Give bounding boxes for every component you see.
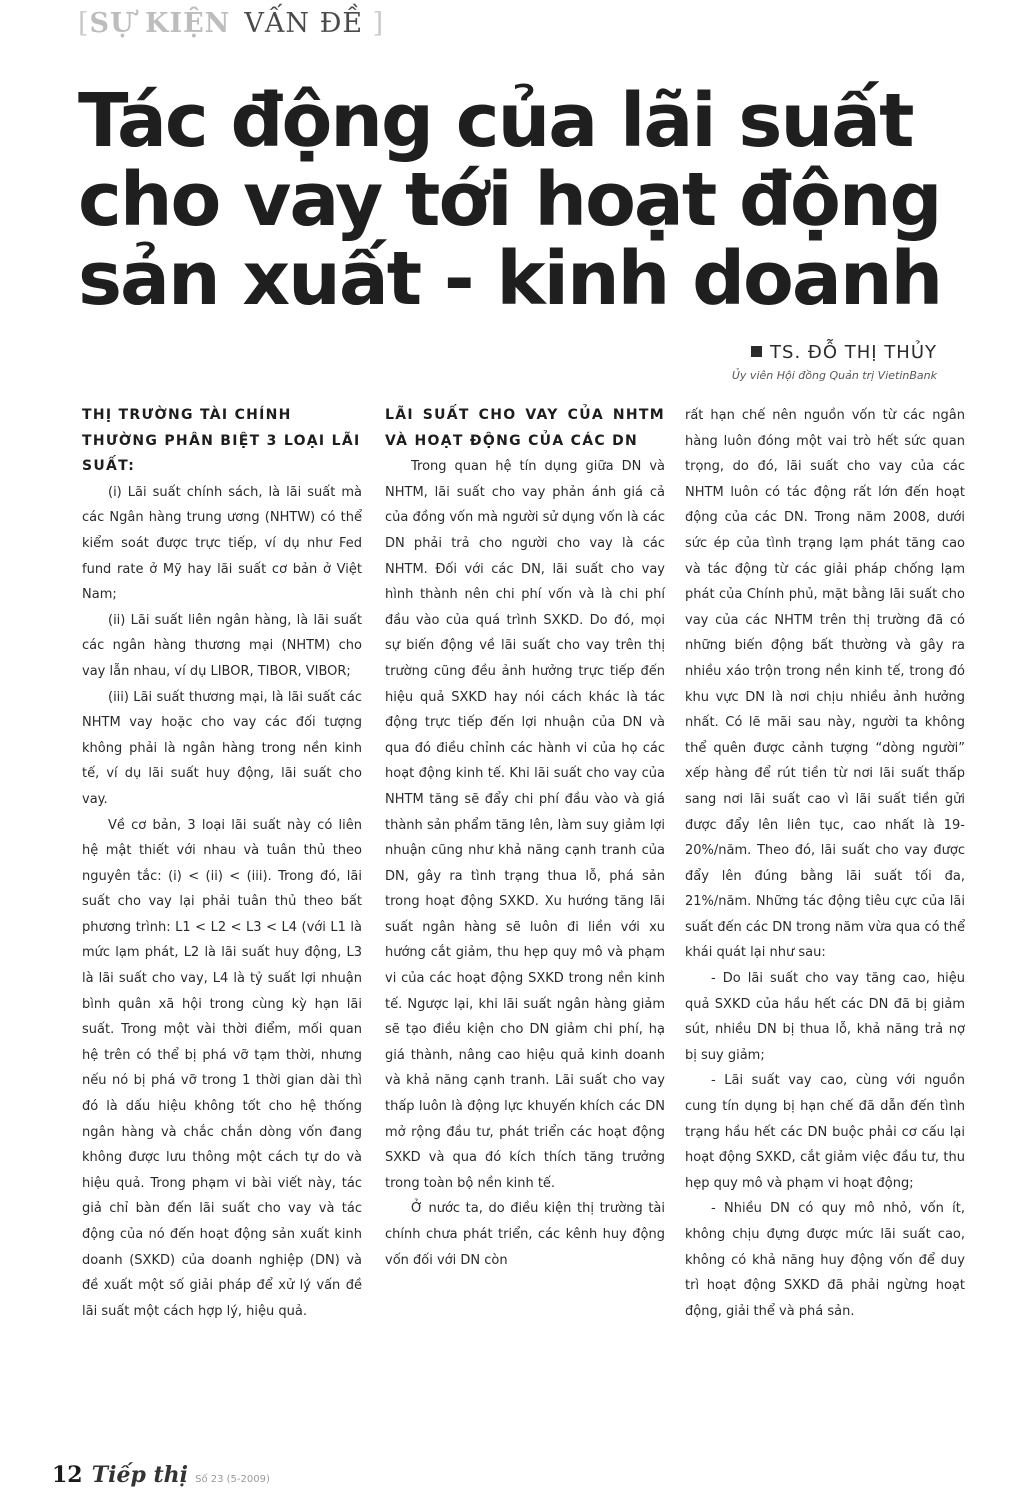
page-footer [52,1462,270,1488]
page-number: 12 [52,1462,83,1488]
section-bracket-open: [ [78,8,90,39]
section-heading: THỊ TRƯỜNG TÀI CHÍNH THƯỜNG PHÂN BIỆT 3 LOẠI LÃI SUẤT: [82,407,361,475]
author-role: Ủy viên Hội đồng Quản trị VietinBank [731,369,937,382]
paragraph: Ở nước ta, do điều kiện thị trường tài chính chưa phát triển, các kênh huy động vốn đối với DN còn [385,1201,665,1268]
square-bullet-icon [751,346,762,357]
paragraph: - Nhiều DN có quy mô nhỏ, vốn ít, không chịu đựng được mức lãi suất cao, không có khả năng huy động vốn để duy trì hoạt động SXKD đã phải ngừng hoạt động, giải thể và phá sản. [685,1201,965,1319]
author-name: TS. ĐỖ THỊ THỦY [770,342,937,363]
headline-line: cho vay tới hoạt động [78,157,941,243]
article-headline [78,78,978,322]
magazine-logo: Tiếp thị [91,1462,189,1488]
article-column-3 [685,403,965,1324]
section-secondary-label: VẤN ĐỀ [244,8,364,39]
author-name-row [732,342,937,363]
article-column-2 [385,403,665,1273]
article-column-1 [82,403,362,1324]
paragraph: (i) Lãi suất chính sách, là lãi suất mà các Ngân hàng trung ương (NHTW) có thể kiểm soát được trực tiếp, ví dụ như Fed fund rate ở Mỹ hay lãi suất cơ bản ở Việt Nam; [82,484,362,603]
paragraph: (iii) Lãi suất thương mại, là lãi suất các NHTM vay hoặc cho vay các đối tượng không phải là ngân hàng trong nền kinh tế, ví dụ lãi suất huy động, lãi suất cho vay. [82,689,362,807]
paragraph: rất hạn chế nên nguồn vốn từ các ngân hàng luôn đóng một vai trò hết sức quan trọng, do đó, lãi suất cho vay của các NHTM luôn có tác động rất lớn đến hoạt động của các DN. Trong năm 2008, dưới sức ép của tình trạng lạm phát tăng cao và tác động từ các giải pháp chống lạm phát của Chính phủ, mặt bằng lãi suất cho vay của các NHTM trên thị trường đã có những biến động bất thường và gây ra nhiều xáo trộn trong nền kinh tế, trong đó khu vực DN là nơi chịu nhiều ảnh hưởng nhất. Có lẽ mãi sau này, người ta không thể quên được cảnh tượng “dòng người” xếp hàng để rút tiền từ nơi lãi suất thấp sang nơi lãi suất cao vì lãi suất tiền gửi được đẩy lên liên tục, cao nhất là 19-20%/năm. Theo đó, lãi suất cho vay được đẩy lên đúng bằng lãi suất tối đa, 21%/năm. Những tác động tiêu cực của lãi suất đến các DN trong năm vừa qua có thể khái quát lại như sau: [685,408,966,961]
section-primary-label: SỰ KIỆN [89,8,231,39]
byline [732,342,937,382]
section-heading: LÃI SUẤT CHO VAY CỦA NHTM VÀ HOẠT ĐỘNG CỦA CÁC DN [385,407,665,449]
paragraph: - Do lãi suất cho vay tăng cao, hiệu quả SXKD của hầu hết các DN đã bị giảm sút, nhiều DN bị thua lỗ, khả năng trả nợ bị suy giảm; [685,971,965,1063]
headline-line: Tác động của lãi suất [78,78,913,164]
issue-label: Số 23 (5-2009) [195,1474,270,1485]
paragraph: - Lãi suất vay cao, cùng với nguồn cung tín dụng bị hạn chế đã dẫn đến tình trạng hầu hết các DN buộc phải cơ cấu lại hoạt động SXKD, cắt giảm việc đầu tư, thu hẹp quy mô và phạm vi hoạt động; [685,1073,965,1191]
paragraph: Trong quan hệ tín dụng giữa DN và NHTM, lãi suất cho vay phản ánh giá cả của đồng vốn mà người sử dụng vốn là các DN phải trả cho người cho vay là các NHTM. Đối với các DN, lãi suất cho vay hình thành nên chi phí vốn và là chi phí đầu vào của quá trình SXKD. Do đó, mọi sự biến động về lãi suất cho vay trên thị trường cũng đều ảnh hưởng trực tiếp đến hiệu quả SXKD hay nói cách khác là tác động trực tiếp đến lợi nhuận của DN và qua đó điều chỉnh các hành vi của họ các hoạt động kinh tế. Khi lãi suất cho vay của NHTM tăng sẽ đẩy chi phí đầu vào và giá thành sản phẩm tăng lên, làm suy giảm lợi nhuận cũng như khả năng cạnh tranh của DN, gây ra tình trạng thua lỗ, phá sản trong hoạt động SXKD. Xu hướng tăng lãi suất ngân hàng sẽ luôn đi liền với xu hướng cắt giảm, thu hẹp quy mô và phạm vi của các hoạt động SXKD trong nền kinh tế. Ngược lại, khi lãi suất ngân hàng giảm sẽ tạo điều kiện cho DN giảm chi phí, hạ giá thành, nâng cao hiệu quả kinh doanh và khả năng cạnh tranh. Lãi suất cho vay thấp luôn là động lực khuyến khích các DN mở rộng đầu tư, phát triển các hoạt động SXKD và qua đó kích thích tăng trưởng trong toàn bộ nền kinh tế. [385,459,665,1191]
section-tag [78,8,384,39]
paragraph: (ii) Lãi suất liên ngân hàng, là lãi suất các ngân hàng thương mại (NHTM) cho vay lẫn nhau, ví dụ LIBOR, TIBOR, VIBOR; [82,612,362,679]
paragraph: Về cơ bản, 3 loại lãi suất này có liên hệ mật thiết với nhau và tuân thủ theo nguyên tắc: (i) < (ii) < (iii). Trong đó, lãi suất cho vay lại phải tuân thủ theo bất phương trình: L1 < L2 < L3 < L4 (với L1 là mức lạm phát, L2 là lãi suất huy động, L3 là lãi suất cho vay, L4 là tỷ suất lợi nhuận bình quân xã hội trong cùng kỳ hạn lãi suất. Trong một vài thời điểm, mối quan hệ trên có thể bị phá vỡ tạm thời, nhưng nếu nó bị phá vỡ trong 1 thời gian dài thì đó là dấu hiệu không tốt cho hệ thống ngân hàng và chắc chắn dòng vốn đang không được lưu thông một cách tự do và hiệu quả. Trong phạm vi bài viết này, tác giả chỉ bàn đến lãi suất cho vay và tác động của nó đến hoạt động sản xuất kinh doanh (SXKD) của doanh nghiệp (DN) và đề xuất một số giải pháp để xử lý vấn đề lãi suất một cách hợp lý, hiệu quả. [82,817,362,1319]
section-bracket-close: ] [372,8,385,39]
headline-line: sản xuất - kinh doanh [78,236,942,322]
